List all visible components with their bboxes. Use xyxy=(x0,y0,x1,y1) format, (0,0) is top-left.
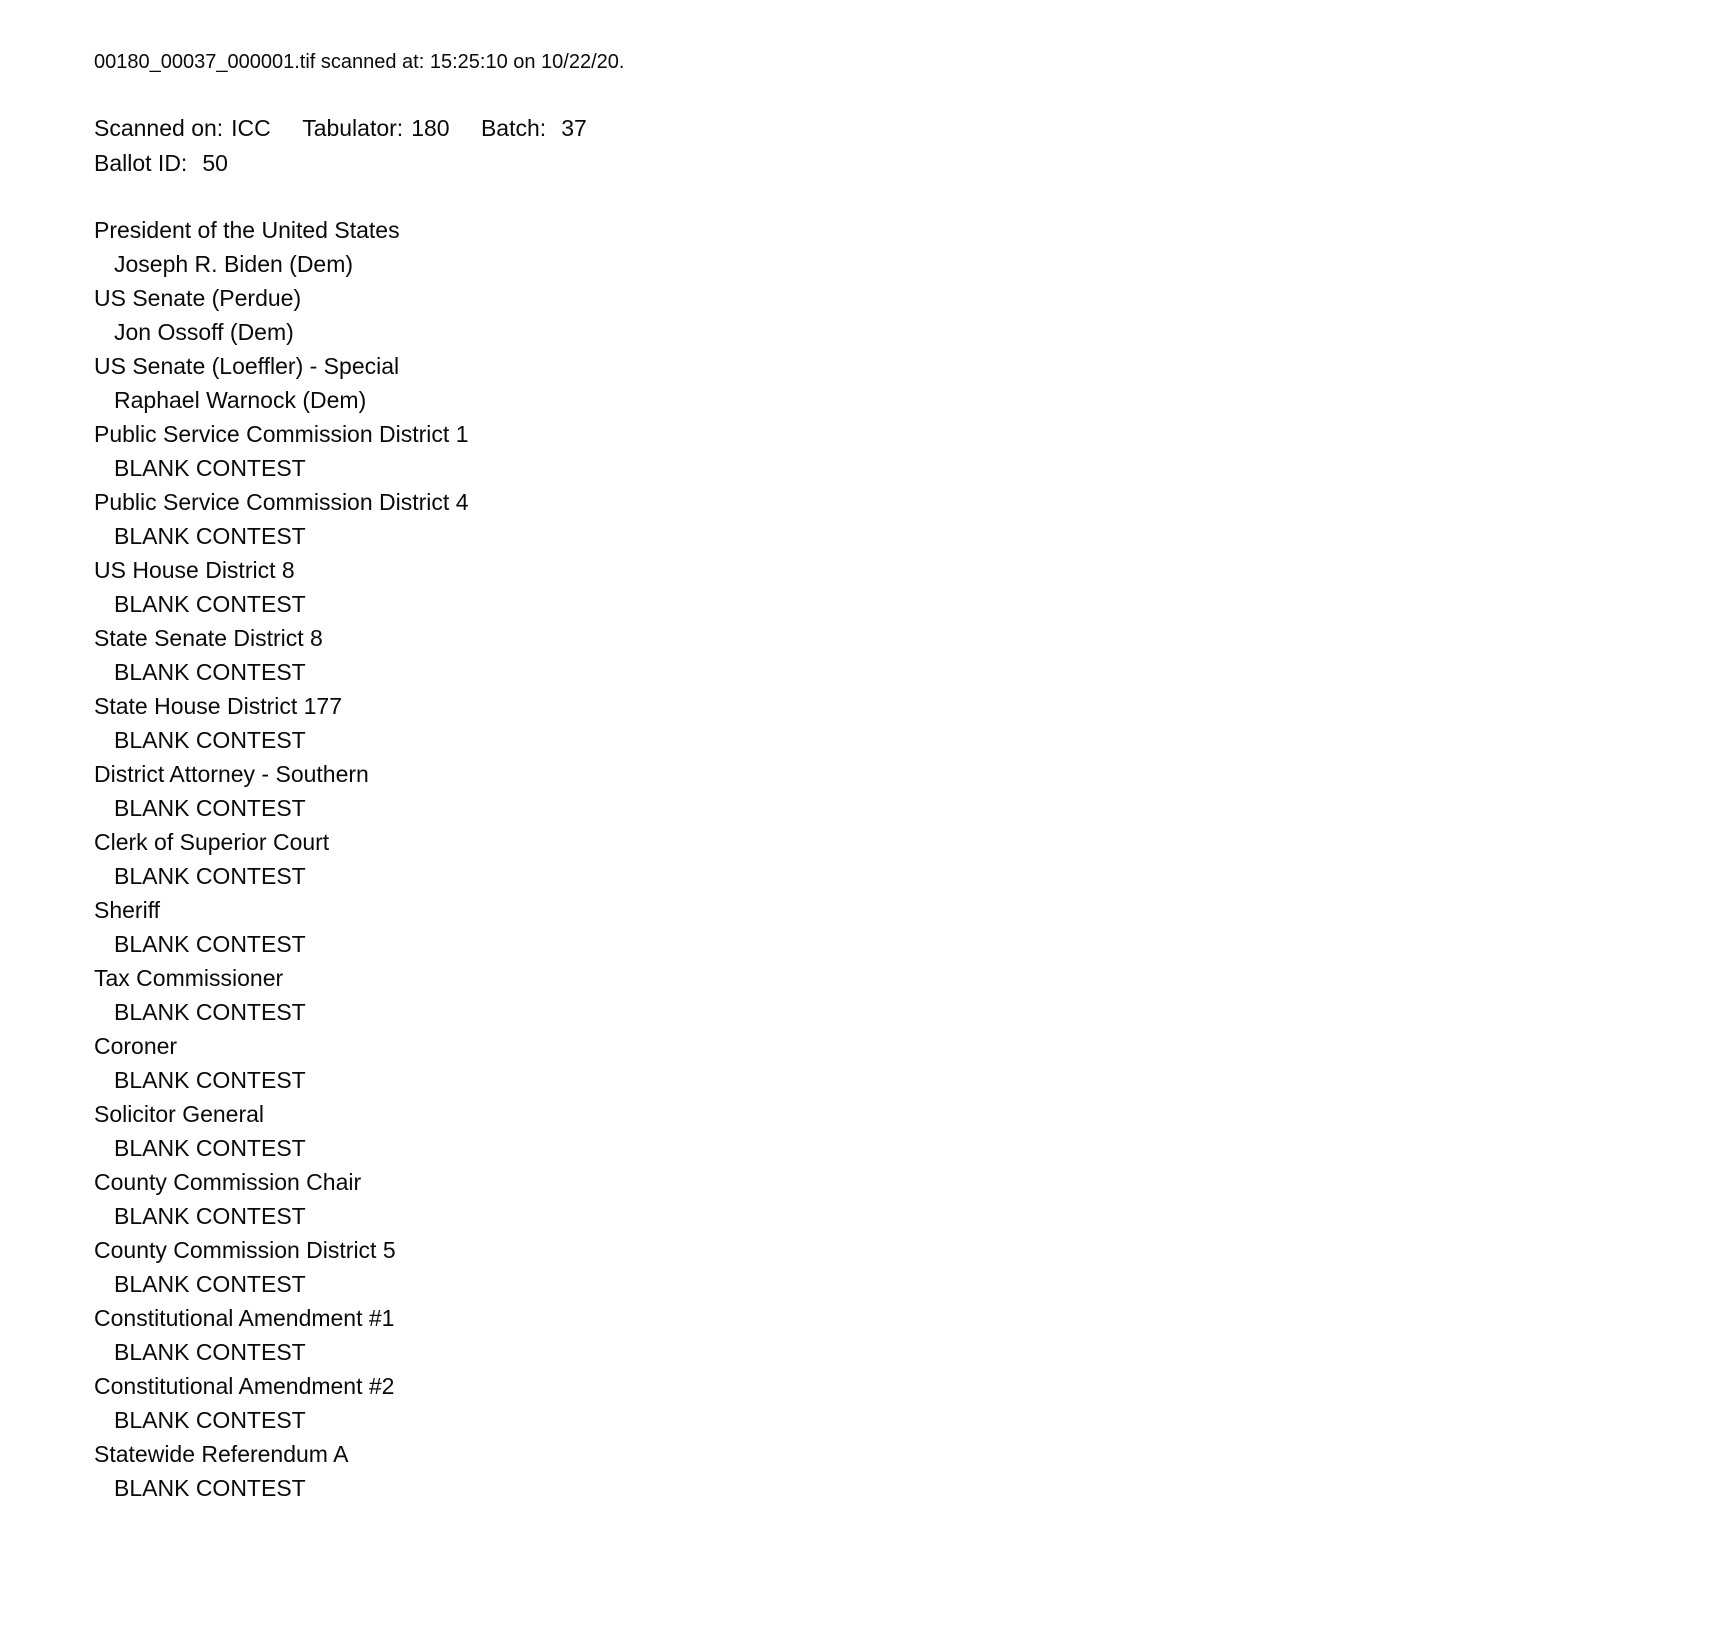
contest-title: US House District 8 xyxy=(94,557,295,583)
contest-title: Solicitor General xyxy=(94,1101,265,1127)
scanned-on-value: ICC xyxy=(231,115,271,141)
contest-item xyxy=(94,485,1669,553)
contest-choice: BLANK CONTEST xyxy=(114,659,306,685)
contest-item xyxy=(94,825,1669,893)
contest-title: Constitutional Amendment #2 xyxy=(94,1373,395,1399)
contest-choice: BLANK CONTEST xyxy=(114,1135,306,1161)
contest-item xyxy=(94,1233,1669,1301)
contest-choice: BLANK CONTEST xyxy=(114,1339,306,1365)
contest-title: Constitutional Amendment #1 xyxy=(94,1305,395,1331)
contest-title: Public Service Commission District 1 xyxy=(94,421,469,447)
contest-choice: BLANK CONTEST xyxy=(114,1271,306,1297)
contest-choice: BLANK CONTEST xyxy=(114,455,306,481)
contest-item xyxy=(94,349,1669,417)
contest-title: District Attorney - Southern xyxy=(94,761,369,787)
ballot-id-line xyxy=(94,146,1669,181)
contest-choice: BLANK CONTEST xyxy=(114,1407,306,1433)
contest-item xyxy=(94,553,1669,621)
contest-title: Clerk of Superior Court xyxy=(94,829,330,855)
contest-choice: BLANK CONTEST xyxy=(114,931,306,957)
contest-choice: BLANK CONTEST xyxy=(114,863,306,889)
ballot-id-label: Ballot ID: xyxy=(94,150,188,176)
contest-item xyxy=(94,757,1669,825)
contest-item xyxy=(94,1165,1669,1233)
contest-item xyxy=(94,417,1669,485)
contest-choice: BLANK CONTEST xyxy=(114,1067,306,1093)
scanned-on-group xyxy=(94,115,277,141)
contest-choice: Joseph R. Biden (Dem) xyxy=(114,251,354,277)
contest-choice: BLANK CONTEST xyxy=(114,591,306,617)
contest-choice: BLANK CONTEST xyxy=(114,727,306,753)
contest-title: State House District 177 xyxy=(94,693,343,719)
contest-item xyxy=(94,893,1669,961)
batch-label: Batch: xyxy=(480,115,547,141)
contest-title: US Senate (Loeffler) - Special xyxy=(94,353,400,379)
contest-title: US Senate (Perdue) xyxy=(94,285,302,311)
contest-title: County Commission Chair xyxy=(94,1169,362,1195)
contest-item xyxy=(94,1369,1669,1437)
contest-choice: BLANK CONTEST xyxy=(114,1203,306,1229)
batch-value: 37 xyxy=(561,115,587,141)
contest-title: Sheriff xyxy=(94,897,161,923)
contest-title: County Commission District 5 xyxy=(94,1237,396,1263)
contest-choice: BLANK CONTEST xyxy=(114,999,306,1025)
scanned-on-label: Scanned on: xyxy=(94,115,224,141)
contest-title: Statewide Referendum A xyxy=(94,1441,349,1467)
contest-item xyxy=(94,1097,1669,1165)
contest-choice: Jon Ossoff (Dem) xyxy=(114,319,294,345)
contest-item xyxy=(94,621,1669,689)
contest-title: State Senate District 8 xyxy=(94,625,323,651)
scan-filename-line: 00180_00037_000001.tif scanned at: 15:25:10 on 10/22/20. xyxy=(94,51,625,73)
contest-choice: BLANK CONTEST xyxy=(114,1475,306,1501)
contest-title: President of the United States xyxy=(94,217,400,243)
tabulator-value: 180 xyxy=(411,115,450,141)
contest-choice: Raphael Warnock (Dem) xyxy=(114,387,367,413)
tabulator-label: Tabulator: xyxy=(302,115,404,141)
contest-title: Tax Commissioner xyxy=(94,965,284,991)
contest-item xyxy=(94,1437,1669,1505)
contest-title: Public Service Commission District 4 xyxy=(94,489,469,515)
ballot-id-value: 50 xyxy=(202,150,228,176)
contest-choice: BLANK CONTEST xyxy=(114,523,306,549)
contest-item xyxy=(94,1029,1669,1097)
contest-item xyxy=(94,689,1669,757)
tabulator-group xyxy=(302,115,456,141)
contest-item xyxy=(94,961,1669,1029)
contest-item xyxy=(94,281,1669,349)
contest-title: Coroner xyxy=(94,1033,178,1059)
contest-list xyxy=(94,213,1669,1505)
batch-group xyxy=(481,115,587,141)
contest-choice: BLANK CONTEST xyxy=(114,795,306,821)
scan-info-line xyxy=(94,111,1669,146)
contest-item xyxy=(94,213,1669,281)
contest-item xyxy=(94,1301,1669,1369)
